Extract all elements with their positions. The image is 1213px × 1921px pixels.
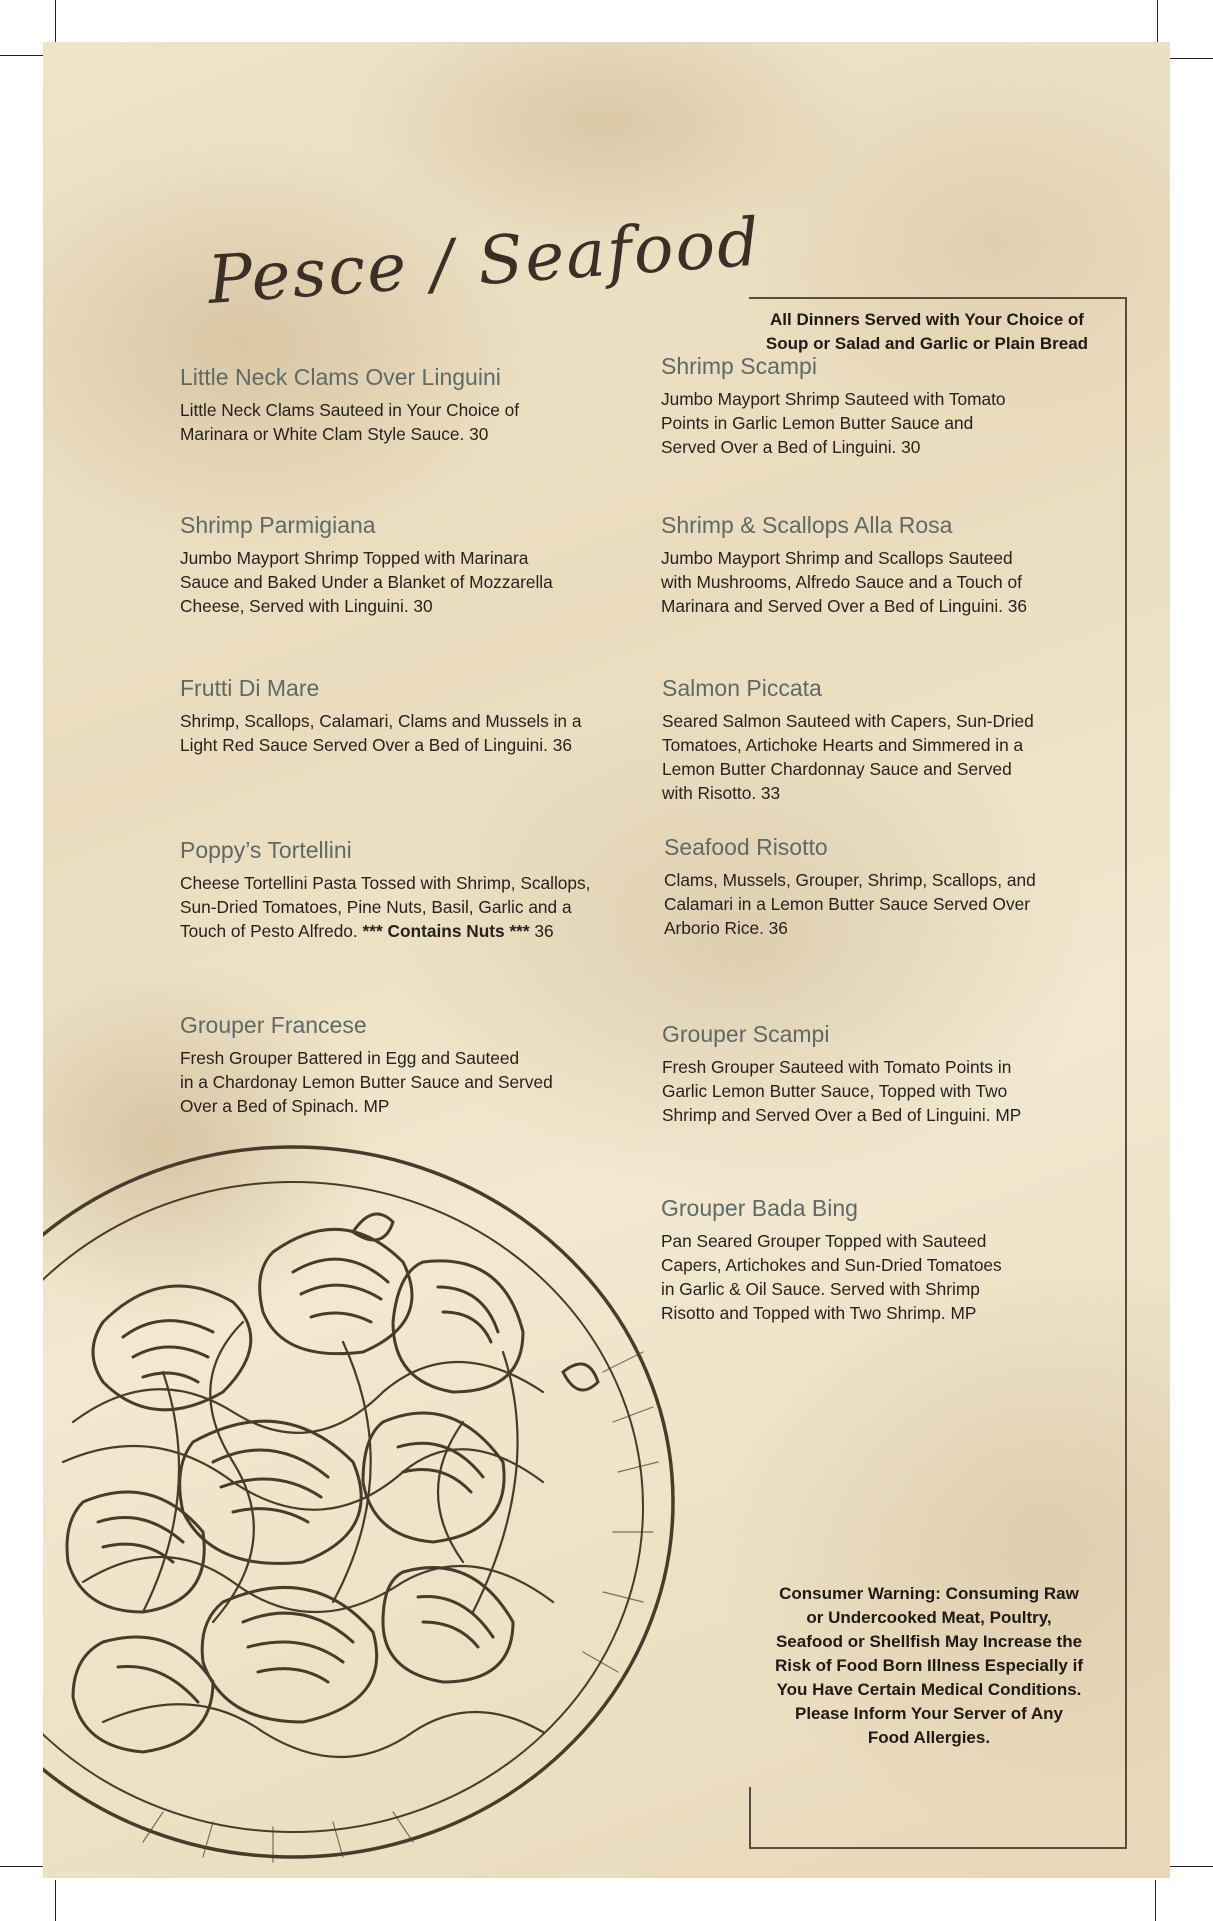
item-name: Grouper Scampi: [662, 1021, 830, 1047]
crop-mark-br-h: [1168, 1866, 1213, 1867]
menu-item: [180, 364, 519, 446]
consumer-warning: Consumer Warning: Consuming Raw or Undercooked Meat, Poultry, Seafood or Shellfish May Increase the Risk of Food Born Illness Especially if You Have Certain Medical Conditions. Please Inform Your Server of Any Food Allergies.: [775, 1584, 1083, 1747]
item-description: Jumbo Mayport Shrimp and Scallops Sauteed with Mushrooms, Alfredo Sauce and a Touch of Marinara and Served Over a Bed of Linguini. 36: [661, 548, 1028, 616]
item-name: Seafood Risotto: [664, 834, 828, 860]
item-description: Pan Seared Grouper Topped with Sauteed Capers, Artichokes and Sun-Dried Tomatoes in Garlic & Oil Sauce. Served with Shrimp Risotto and Topped with Two Shrimp. MP: [661, 1231, 1002, 1323]
item-description: Jumbo Mayport Shrimp Topped with Marinara Sauce and Baked Under a Blanket of Mozzarella Cheese, Served with Linguini. 30: [180, 548, 553, 616]
item-description: Fresh Grouper Sauteed with Tomato Points in Garlic Lemon Butter Sauce, Topped with Two Shrimp and Served Over a Bed of Linguini. MP: [662, 1057, 1022, 1125]
menu-item: [180, 1012, 553, 1118]
menu-page: [43, 42, 1170, 1878]
crop-mark-bl-h: [0, 1866, 46, 1867]
menu-item: [180, 512, 553, 618]
item-name: Grouper Bada Bing: [661, 1195, 858, 1221]
item-name: Salmon Piccata: [662, 675, 822, 701]
menu-item: [180, 675, 581, 757]
item-description: Fresh Grouper Battered in Egg and Sauteed in a Chardonay Lemon Butter Sauce and Served Over a Bed of Spinach. MP: [180, 1048, 553, 1116]
crop-mark-bl-v: [55, 1880, 56, 1921]
menu-item: [661, 1195, 1002, 1325]
item-description: Seared Salmon Sauteed with Capers, Sun-Dried Tomatoes, Artichoke Hearts and Simmered in a Lemon Butter Chardonnay Sauce and Served with Risotto. 33: [662, 711, 1034, 803]
item-description: Jumbo Mayport Shrimp Sauteed with Tomato Points in Garlic Lemon Butter Sauce and Served Over a Bed of Linguini. 30: [661, 389, 1006, 457]
page-title: Pesce / Seafood: [205, 203, 764, 319]
menu-item: [661, 353, 1006, 459]
item-name: Shrimp Parmigiana: [180, 512, 376, 538]
info-frame-left-tick: [749, 1787, 751, 1849]
item-description: [180, 871, 590, 943]
crop-mark-tr-v: [1157, 0, 1158, 46]
item-name: Shrimp & Scallops Alla Rosa: [661, 512, 953, 538]
item-name: Grouper Francese: [180, 1012, 367, 1038]
item-description: Little Neck Clams Sauteed in Your Choice of Marinara or White Clam Style Sauce. 30: [180, 400, 520, 444]
seafood-pasta-plate-illustration: [43, 1122, 683, 1878]
menu-item: [180, 837, 590, 943]
menu-item: [662, 675, 1034, 805]
crop-mark-tr-h: [1168, 58, 1213, 59]
item-name: Shrimp Scampi: [661, 353, 817, 379]
item-name: Poppy’s Tortellini: [180, 837, 352, 863]
crop-mark-br-v: [1155, 1880, 1156, 1921]
item-price: 36: [529, 921, 554, 941]
crop-mark-tl-h: [0, 55, 46, 56]
item-description: Shrimp, Scallops, Calamari, Clams and Mussels in a Light Red Sauce Served Over a Bed of Linguini. 36: [180, 711, 582, 755]
dinner-note: All Dinners Served with Your Choice of Soup or Salad and Garlic or Plain Bread: [765, 310, 1089, 353]
nuts-warning: *** Contains Nuts ***: [362, 921, 530, 941]
item-name: Little Neck Clams Over Linguini: [180, 364, 501, 390]
item-name: Frutti Di Mare: [180, 675, 320, 701]
menu-item: [662, 1021, 1021, 1127]
item-description-text: Cheese Tortellini Pasta Tossed with Shrimp, Scallops, Sun-Dried Tomatoes, Pine Nuts, Basil, Garlic and a Touch of Pesto Alfredo.: [180, 873, 591, 941]
menu-item: [661, 512, 1027, 618]
item-description: Clams, Mussels, Grouper, Shrimp, Scallops, and Calamari in a Lemon Butter Sauce Served Over Arborio Rice. 36: [664, 870, 1036, 938]
menu-item: [664, 834, 1036, 940]
